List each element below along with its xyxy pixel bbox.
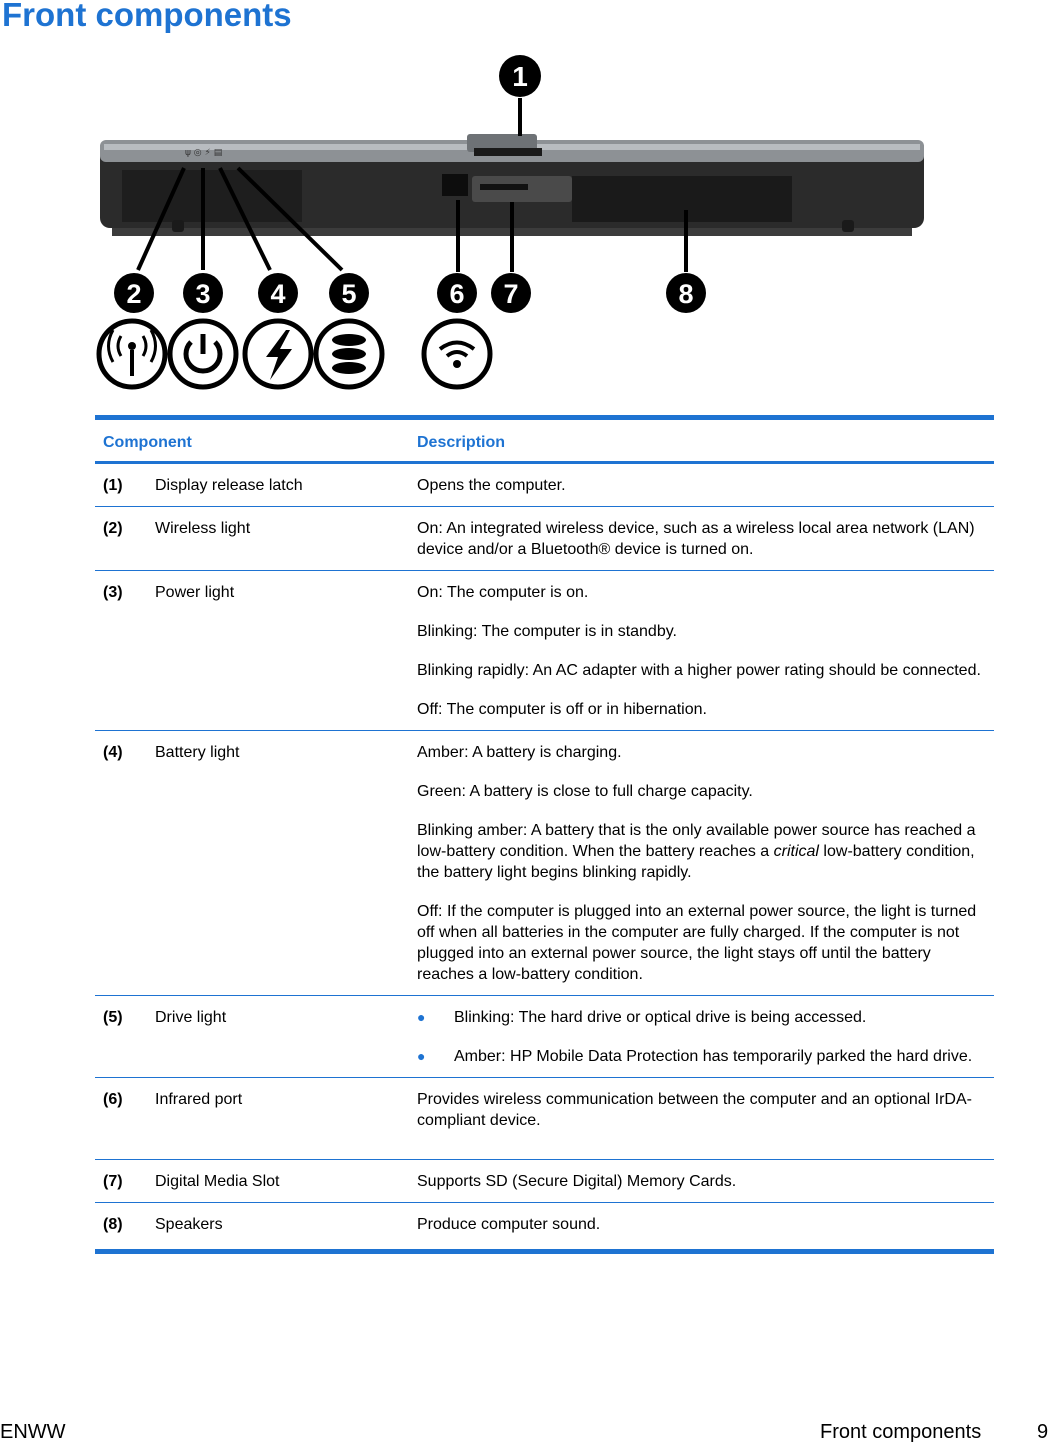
table-row xyxy=(95,571,994,731)
svg-text:1: 1 xyxy=(512,61,528,92)
callout-2 xyxy=(114,273,154,313)
component-description: Produce computer sound. xyxy=(417,1216,601,1233)
table-row xyxy=(95,1078,994,1160)
callout-6 xyxy=(437,273,477,313)
bullet-dot-icon: ● xyxy=(417,1009,426,1025)
svg-text:ψ ◎ ⚡ ▤: ψ ◎ ⚡ ▤ xyxy=(185,148,223,158)
callout-8 xyxy=(666,273,706,313)
component-name: Wireless light xyxy=(155,520,251,537)
component-description: On: The computer is on. Blinking: The computer is in standby. Blinking rapidly: An AC adapter with a higher power rating should be connected. Off: The computer is off or in hibernation. xyxy=(417,584,981,718)
table-header xyxy=(95,418,994,463)
svg-text:3: 3 xyxy=(195,279,211,309)
component-description: Opens the computer. xyxy=(417,477,566,494)
row-number: (8) xyxy=(103,1216,123,1233)
svg-text:5: 5 xyxy=(341,279,357,309)
page-title: Front components xyxy=(2,0,292,33)
infrared-icon xyxy=(424,321,490,387)
callout-4 xyxy=(258,273,298,313)
components-table xyxy=(95,415,994,1254)
bullet-item: ● Amber: HP Mobile Data Protection has temporarily parked the hard drive. xyxy=(417,1048,973,1065)
component-description: Provides wireless communication between the computer and an optional IrDA-compliant device. xyxy=(417,1091,972,1129)
footer-section: Front components xyxy=(820,1421,982,1443)
row-number: (5) xyxy=(103,1009,123,1026)
page-number: 9 xyxy=(1037,1421,1049,1443)
row-number: (1) xyxy=(103,477,123,494)
bullet-item: ● Blinking: The hard drive or optical drive is being accessed. xyxy=(417,1009,867,1026)
row-number: (7) xyxy=(103,1173,123,1190)
table-row xyxy=(95,507,994,571)
row-number: (3) xyxy=(103,584,123,601)
drive-icon xyxy=(316,321,382,387)
callout-3 xyxy=(183,273,223,313)
component-name: Display release latch xyxy=(155,477,303,494)
component-name: Drive light xyxy=(155,1009,227,1026)
wireless-icon xyxy=(99,321,165,387)
battery-icon xyxy=(245,321,311,387)
laptop-front-figure xyxy=(92,50,932,392)
table-row xyxy=(95,1160,994,1203)
component-description: Supports SD (Secure Digital) Memory Cards. xyxy=(417,1173,737,1190)
header-description: Description xyxy=(417,434,506,451)
component-name: Speakers xyxy=(155,1216,223,1233)
callout-7 xyxy=(491,273,531,313)
component-description: Amber: A battery is charging. Green: A battery is close to full charge capacity. Blinking amber: A battery that is the only available power source has reached a low-battery condition. When the battery reaches a critical low-battery condition, the battery light begins blinking rapidly. Off: If the computer is plugged into an external power source, the light is turned off when all batteries in the computer are fully charged. If the computer is not plugged into an external power source, the light stays off until the battery reaches a low-battery condition. xyxy=(417,744,977,983)
svg-text:4: 4 xyxy=(270,279,286,309)
table-row xyxy=(95,1203,994,1252)
component-name: Digital Media Slot xyxy=(155,1173,280,1190)
svg-text:8: 8 xyxy=(678,279,694,309)
table-row xyxy=(95,996,994,1078)
row-number: (4) xyxy=(103,744,123,761)
callout-5 xyxy=(329,273,369,313)
table-row xyxy=(95,731,994,996)
power-icon xyxy=(170,321,236,387)
svg-text:7: 7 xyxy=(503,279,519,309)
component-name: Power light xyxy=(155,584,235,601)
bullet-dot-icon: ● xyxy=(417,1048,426,1064)
row-number: (2) xyxy=(103,520,123,537)
footer-left: ENWW xyxy=(0,1421,66,1443)
svg-text:6: 6 xyxy=(449,279,465,309)
component-description: On: An integrated wireless device, such as a wireless local area network (LAN) device and/or a Bluetooth® device is turned on. xyxy=(417,520,975,558)
svg-text:2: 2 xyxy=(126,279,142,309)
row-number: (6) xyxy=(103,1091,123,1108)
component-name: Infrared port xyxy=(155,1091,243,1108)
component-description xyxy=(409,996,994,1078)
component-name: Battery light xyxy=(155,744,240,761)
table-row xyxy=(95,463,994,507)
header-component: Component xyxy=(103,434,192,451)
callout-1 xyxy=(499,55,541,97)
